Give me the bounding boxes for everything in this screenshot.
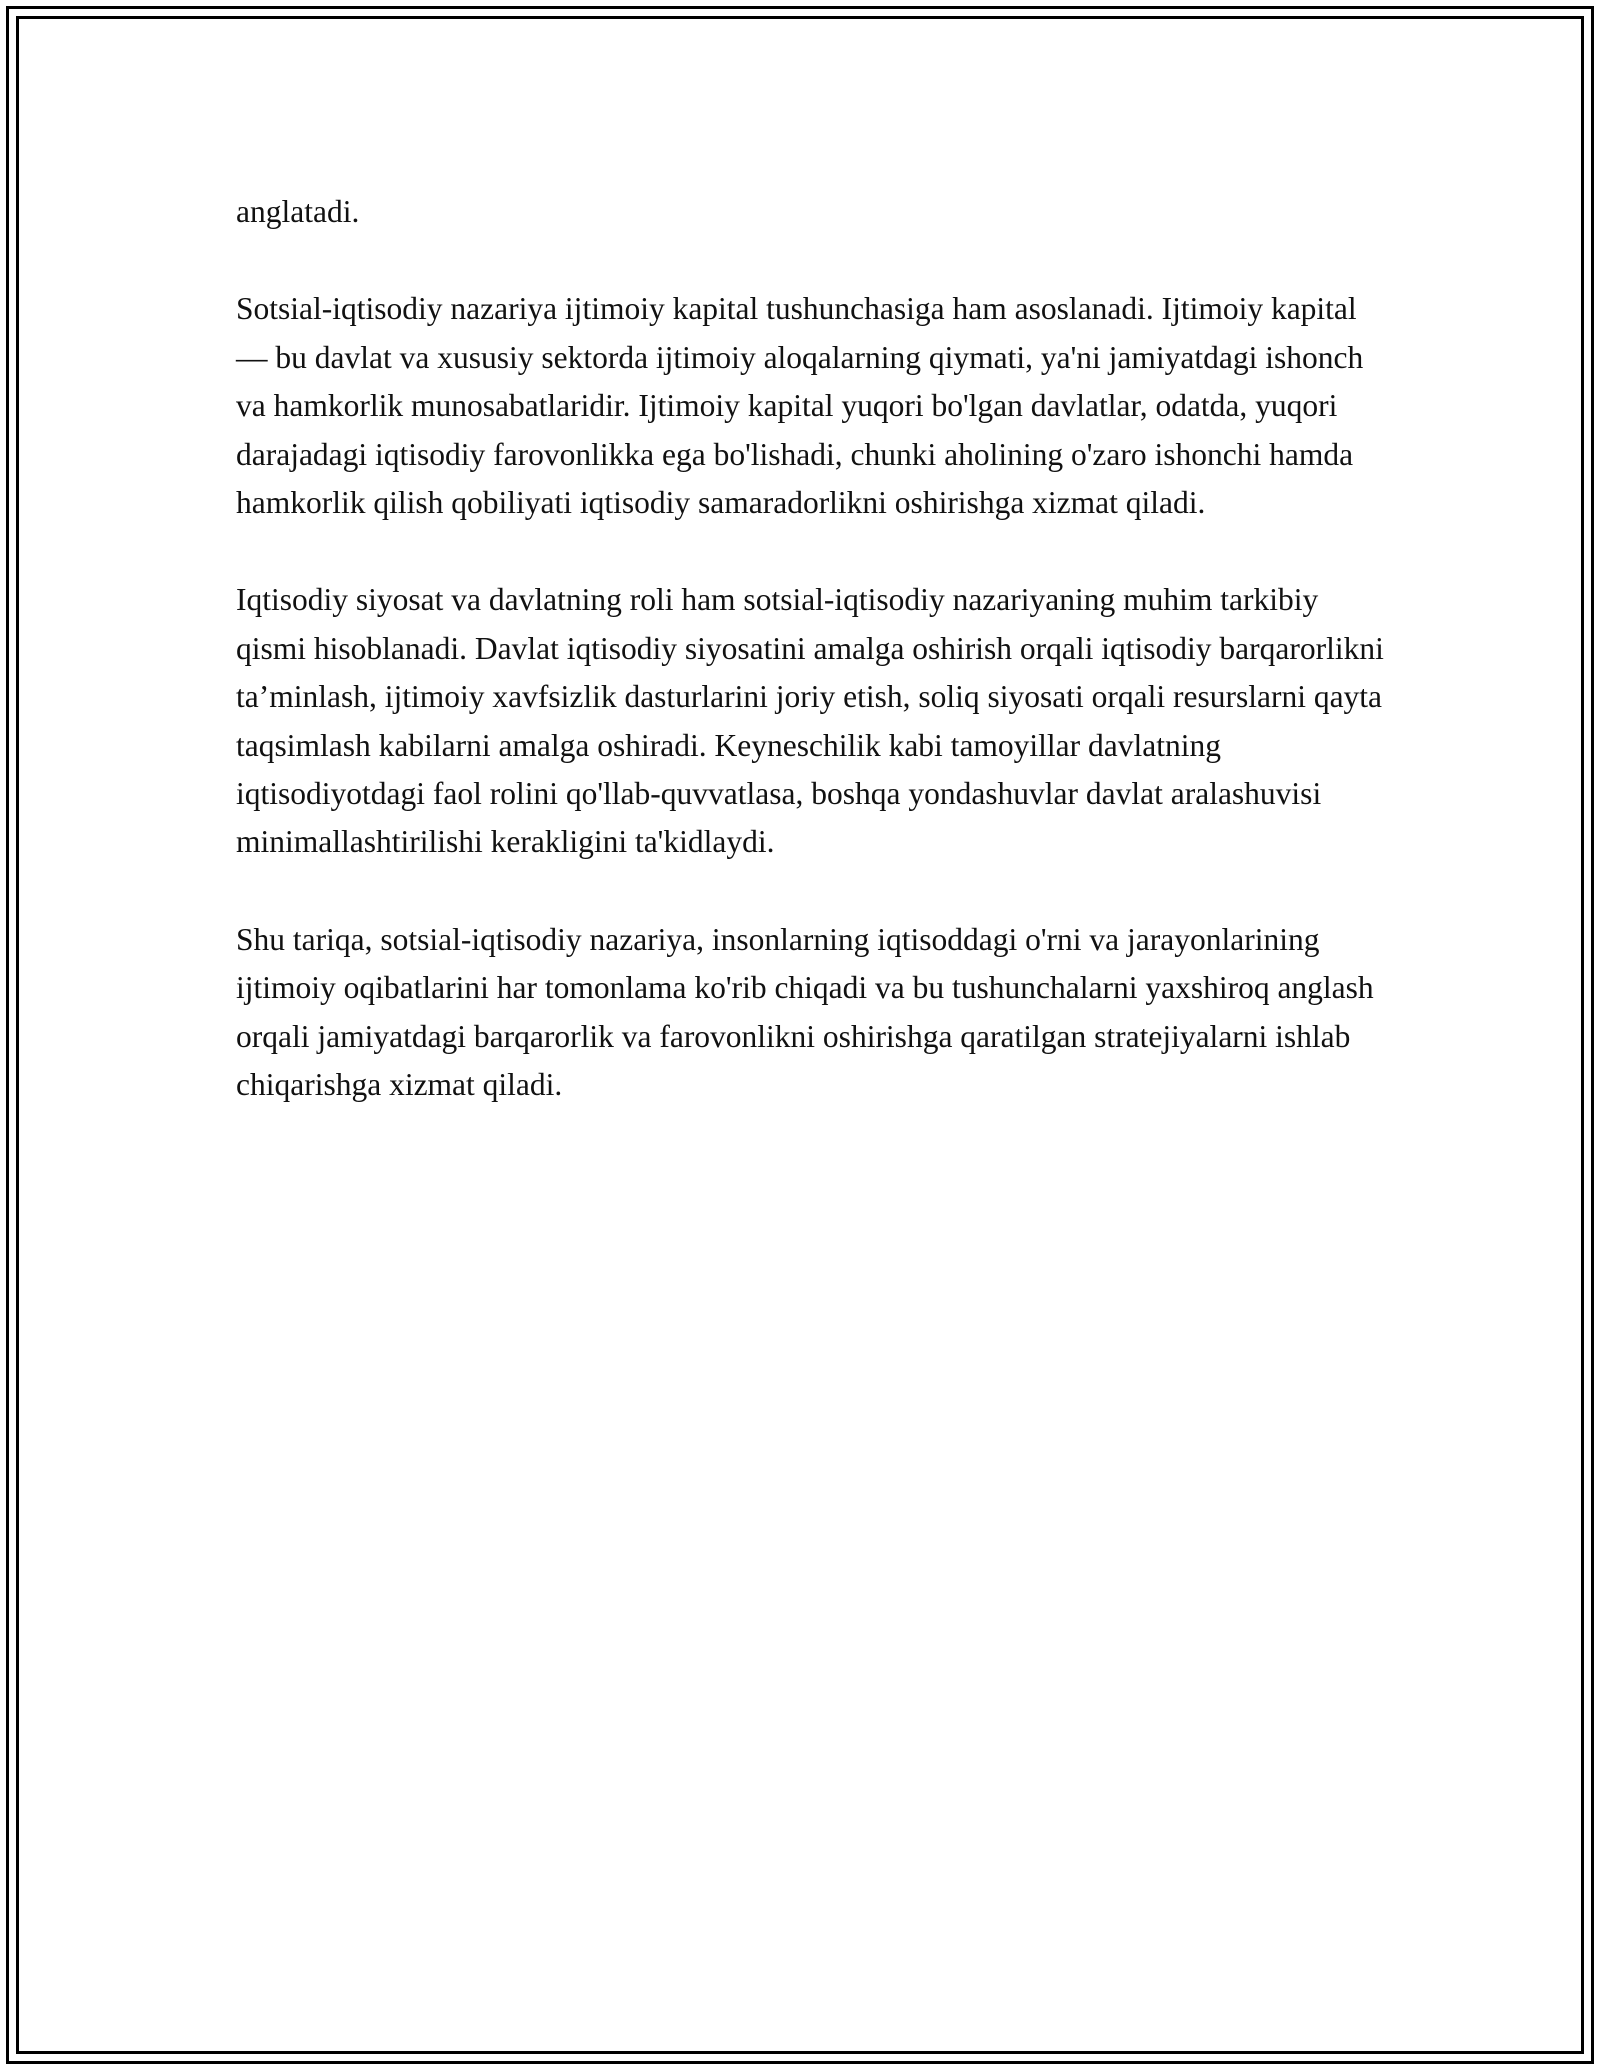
paragraph-social-capital: Sotsial-iqtisodiy nazariya ijtimoiy kapital tushunchasiga ham asoslanadi. Ijtimoiy kapital — bu davlat va xususiy sektorda ijtimoiy aloqalarning qiymati, ya'ni jamiyatdagi ishonch va hamkorlik munosabatlaridir. Ijtimoiy kapital yuqori bo'lgan davlatlar, odatda, yuqori darajadagi iqtisodiy farovonlikka ega bo'lishadi, chunki aholining o'zaro ishonchi hamda hamkorlik qilish qobiliyati iqtisodiy samaradorlikni oshirishga xizmat qiladi. xyxy=(236,291,1364,521)
paragraph-continuation: anglatadi. xyxy=(236,194,360,229)
document-body xyxy=(236,188,1396,1159)
paragraph-economic-policy: Iqtisodiy siyosat va davlatning roli ham sotsial-iqtisodiy nazariyaning muhim tarkibiy qismi hisoblanadi. Davlat iqtisodiy siyosatini amalga oshirish orqali iqtisodiy barqarorlikni ta’minlash, ijtimoiy xavfsizlik dasturlarini joriy etish, soliq siyosati orqali resurslarni qayta taqsimlash kabilarni amalga oshiradi. Keyneschilik kabi tamoyillar davlatning iqtisodiyotdagi faol rolini qo'llab-quvvatlasa, boshqa yondashuvlar davlat aralashuvisi minimallashtirilishi kerakligini ta'kidlaydi. xyxy=(236,582,1384,860)
paragraph-conclusion: Shu tariqa, sotsial-iqtisodiy nazariya, insonlarning iqtisoddagi o'rni va jarayonlarining ijtimoiy oqibatlarini har tomonlama ko'rib chiqadi va bu tushunchalarni yaxshiroq anglash orqali jamiyatdagi barqarorlik va farovonlikni oshirishga qaratilgan stratejiyalarni ishlab chiqarishga xizmat qiladi. xyxy=(236,921,1374,1103)
